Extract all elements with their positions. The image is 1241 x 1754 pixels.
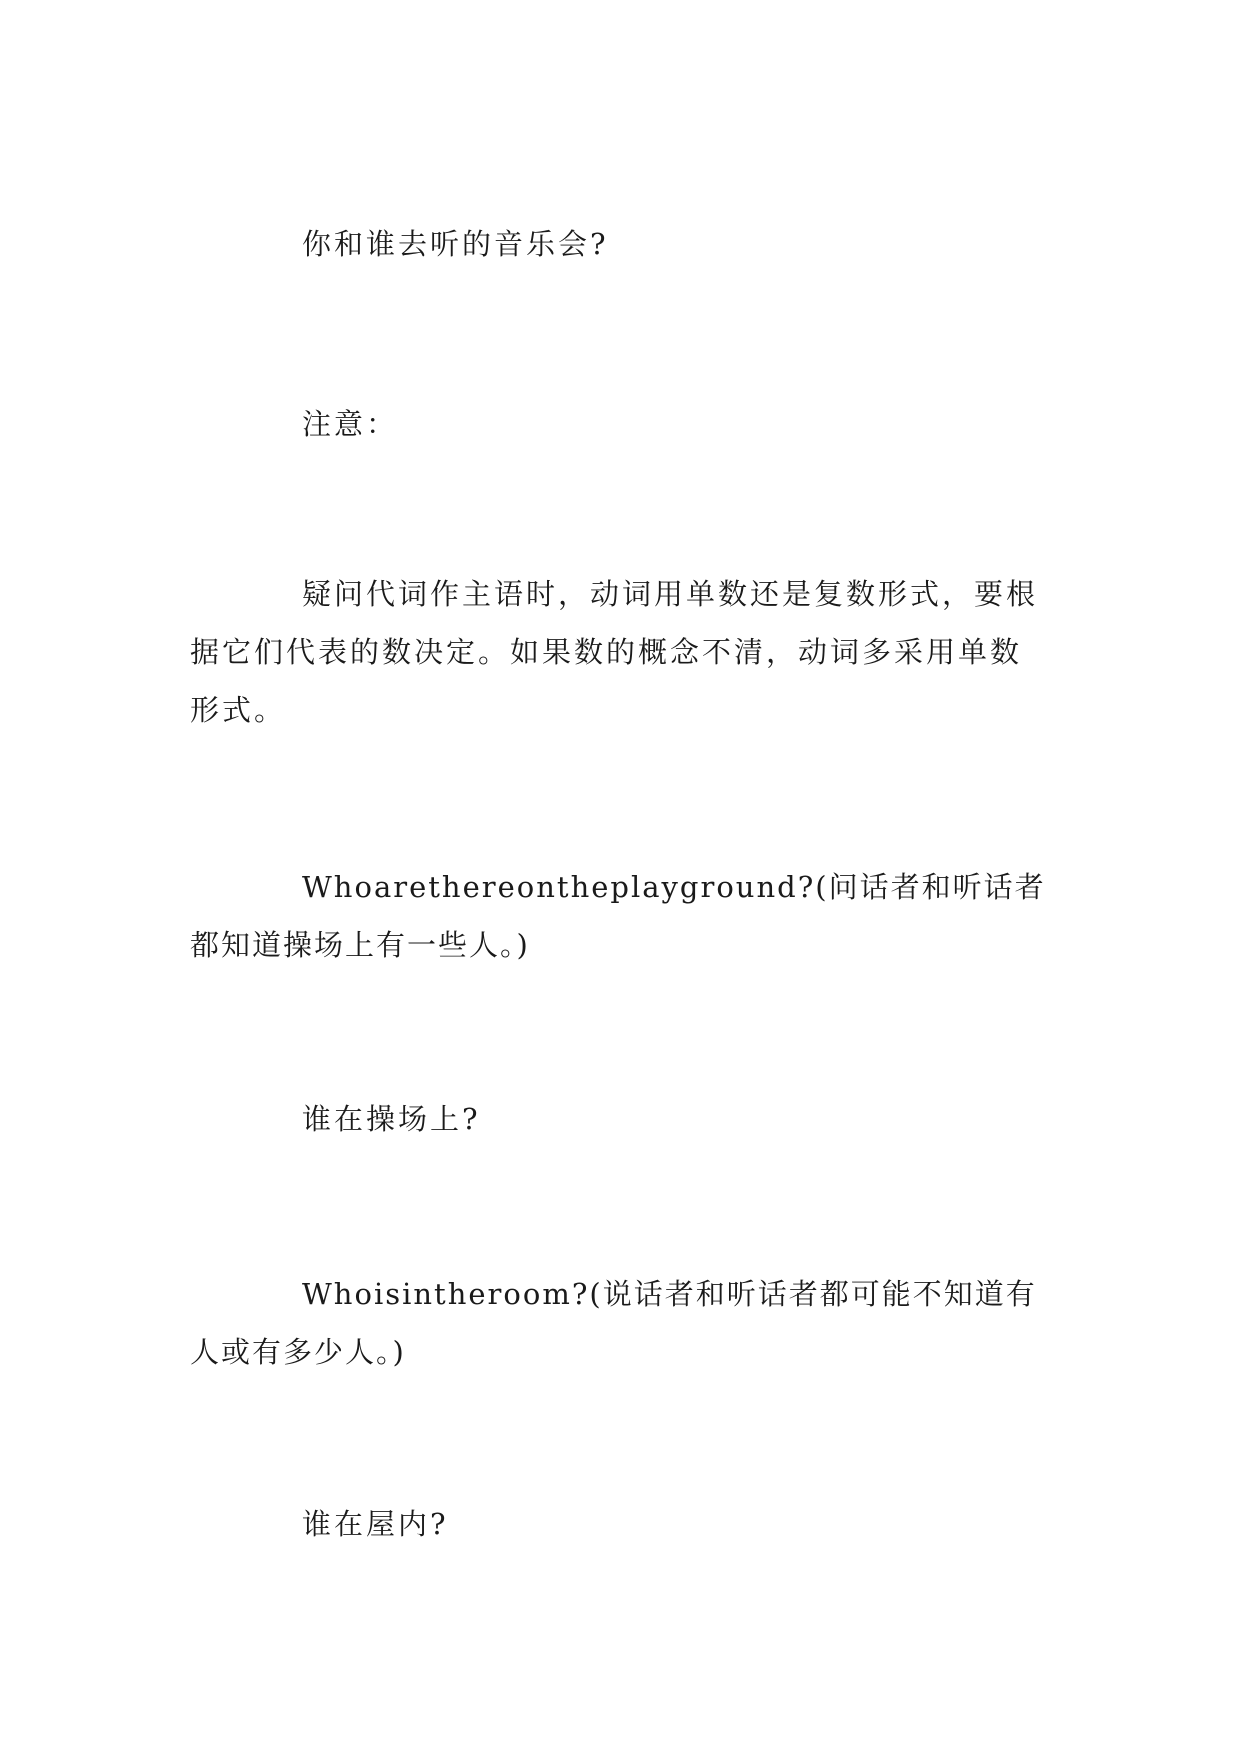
paragraph-rule-explanation: 疑问代词作主语时，动词用单数还是复数形式，要根据它们代表的数决定。如果数的概念不清，动词多采用单数形式。 [190,577,1039,727]
paragraph-question-concert: 你和谁去听的音乐会? [302,227,609,261]
paragraph-translation-playground: 谁在操场上? [302,1102,481,1136]
paragraph-example-room: Whoisintheroom?(说话者和听话者都可能不知道有人或有多少人。) [190,1277,1037,1369]
paragraph-translation-room: 谁在屋内? [302,1507,449,1541]
paragraph-note-heading: 注意： [302,407,399,441]
paragraph-example-playground: Whoarethereontheplayground?(问话者和听话者都知道操场上有一些人。) [190,870,1046,962]
